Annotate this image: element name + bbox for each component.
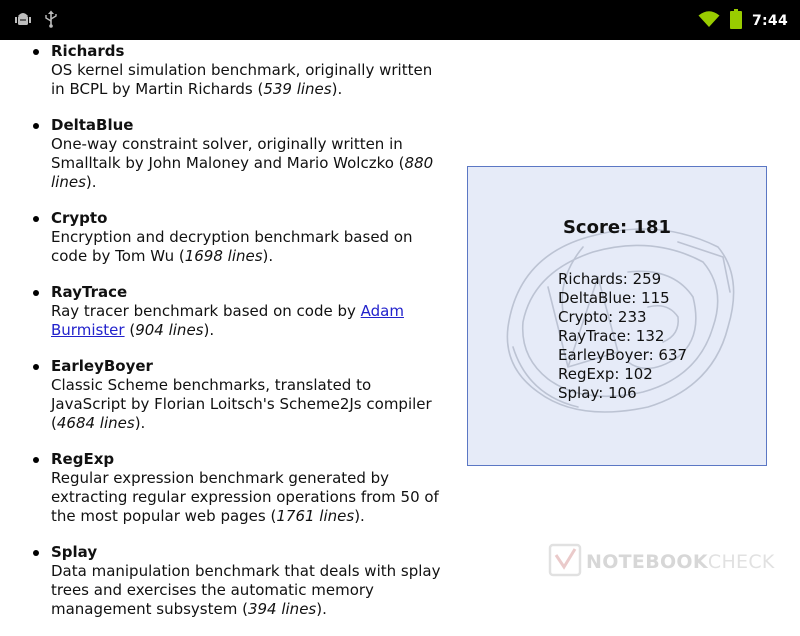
benchmark-description-cont: ( xyxy=(124,321,136,339)
status-right-icons xyxy=(698,9,788,33)
score-result-splay: Splay: 106 xyxy=(558,384,637,402)
benchmark-name: Splay xyxy=(51,543,98,561)
watermark-part2: CHECK xyxy=(707,551,775,573)
benchmark-description: One-way constraint solver, originally written in Smalltalk by John Maloney and Mario Wolczko ( xyxy=(51,135,405,172)
benchmark-list xyxy=(30,42,450,636)
bullet-icon xyxy=(33,290,39,296)
benchmark-tail: ). xyxy=(85,173,97,191)
benchmark-tail: ). xyxy=(316,600,327,618)
benchmark-description: Classic Scheme benchmarks, translated to JavaScript by Florian Loitsch's Scheme2Js compiler ( xyxy=(51,376,432,432)
benchmark-lines: 394 lines xyxy=(247,600,317,618)
author-link[interactable]: Adam Burmister xyxy=(51,302,404,339)
score-title: Score: 181 xyxy=(562,217,672,238)
benchmark-tail: ). xyxy=(134,414,146,432)
status-bar xyxy=(0,0,800,40)
benchmark-lines: 4684 lines xyxy=(56,414,135,432)
benchmark-tail: ). xyxy=(203,321,215,339)
usb-icon xyxy=(44,10,58,32)
benchmark-name: RegExp xyxy=(51,450,115,468)
bullet-icon xyxy=(33,457,39,463)
watermark-text xyxy=(586,551,775,573)
benchmark-lines: 539 lines xyxy=(263,80,332,98)
list-item xyxy=(30,209,450,266)
list-item xyxy=(30,357,450,433)
benchmark-lines: 1698 lines xyxy=(184,247,263,265)
score-result-deltablue: DeltaBlue: 115 xyxy=(558,289,670,307)
bullet-icon xyxy=(33,49,39,55)
benchmark-description: Ray tracer benchmark based on code by xyxy=(51,302,361,320)
benchmark-lines: 904 lines xyxy=(135,321,204,339)
benchmark-tail: ). xyxy=(354,507,365,525)
bullet-icon xyxy=(33,123,39,129)
list-item xyxy=(30,116,450,192)
android-debug-icon xyxy=(14,10,32,32)
notebookcheck-logo-icon xyxy=(548,543,582,581)
bullet-icon xyxy=(33,216,39,222)
benchmark-description: OS kernel simulation benchmark, originally written in BCPL by Martin Richards ( xyxy=(51,61,433,98)
benchmark-tail: ). xyxy=(262,247,274,265)
list-item xyxy=(30,450,450,526)
bullet-icon xyxy=(33,364,39,370)
score-panel xyxy=(467,166,767,466)
benchmark-description: Encryption and decryption benchmark based on code by Tom Wu ( xyxy=(51,228,413,265)
score-result-earleyboyer: EarleyBoyer: 637 xyxy=(558,346,688,364)
watermark xyxy=(548,543,775,581)
benchmark-description: Data manipulation benchmark that deals with splay trees and exercises the automatic memory management subsystem ( xyxy=(51,562,441,618)
list-item xyxy=(30,543,450,619)
score-result-raytrace: RayTrace: 132 xyxy=(558,327,665,345)
battery-icon xyxy=(730,9,742,33)
score-results xyxy=(558,270,687,403)
score-result-richards: Richards: 259 xyxy=(558,270,662,288)
benchmark-name: RayTrace xyxy=(51,283,128,301)
watermark-part1: NOTEBOOK xyxy=(586,551,708,573)
score-result-crypto: Crypto: 233 xyxy=(558,308,647,326)
bullet-icon xyxy=(33,550,39,556)
status-left-icons xyxy=(14,10,58,32)
benchmark-lines: 1761 lines xyxy=(276,507,355,525)
benchmark-name: EarleyBoyer xyxy=(51,357,153,375)
benchmark-tail: ). xyxy=(331,80,343,98)
benchmark-description: Regular expression benchmark generated by extracting regular expression operations from 50 of the most popular web pages ( xyxy=(51,469,439,525)
list-item xyxy=(30,42,450,99)
list-item xyxy=(30,283,450,340)
status-time: 7:44 xyxy=(751,13,788,29)
score-result-regexp: RegExp: 102 xyxy=(558,365,653,383)
benchmark-name: Richards xyxy=(51,42,125,60)
wifi-icon xyxy=(698,10,720,32)
benchmark-name: Crypto xyxy=(51,209,108,227)
benchmark-name: DeltaBlue xyxy=(51,116,134,134)
benchmark-lines: 880 lines xyxy=(51,154,434,191)
